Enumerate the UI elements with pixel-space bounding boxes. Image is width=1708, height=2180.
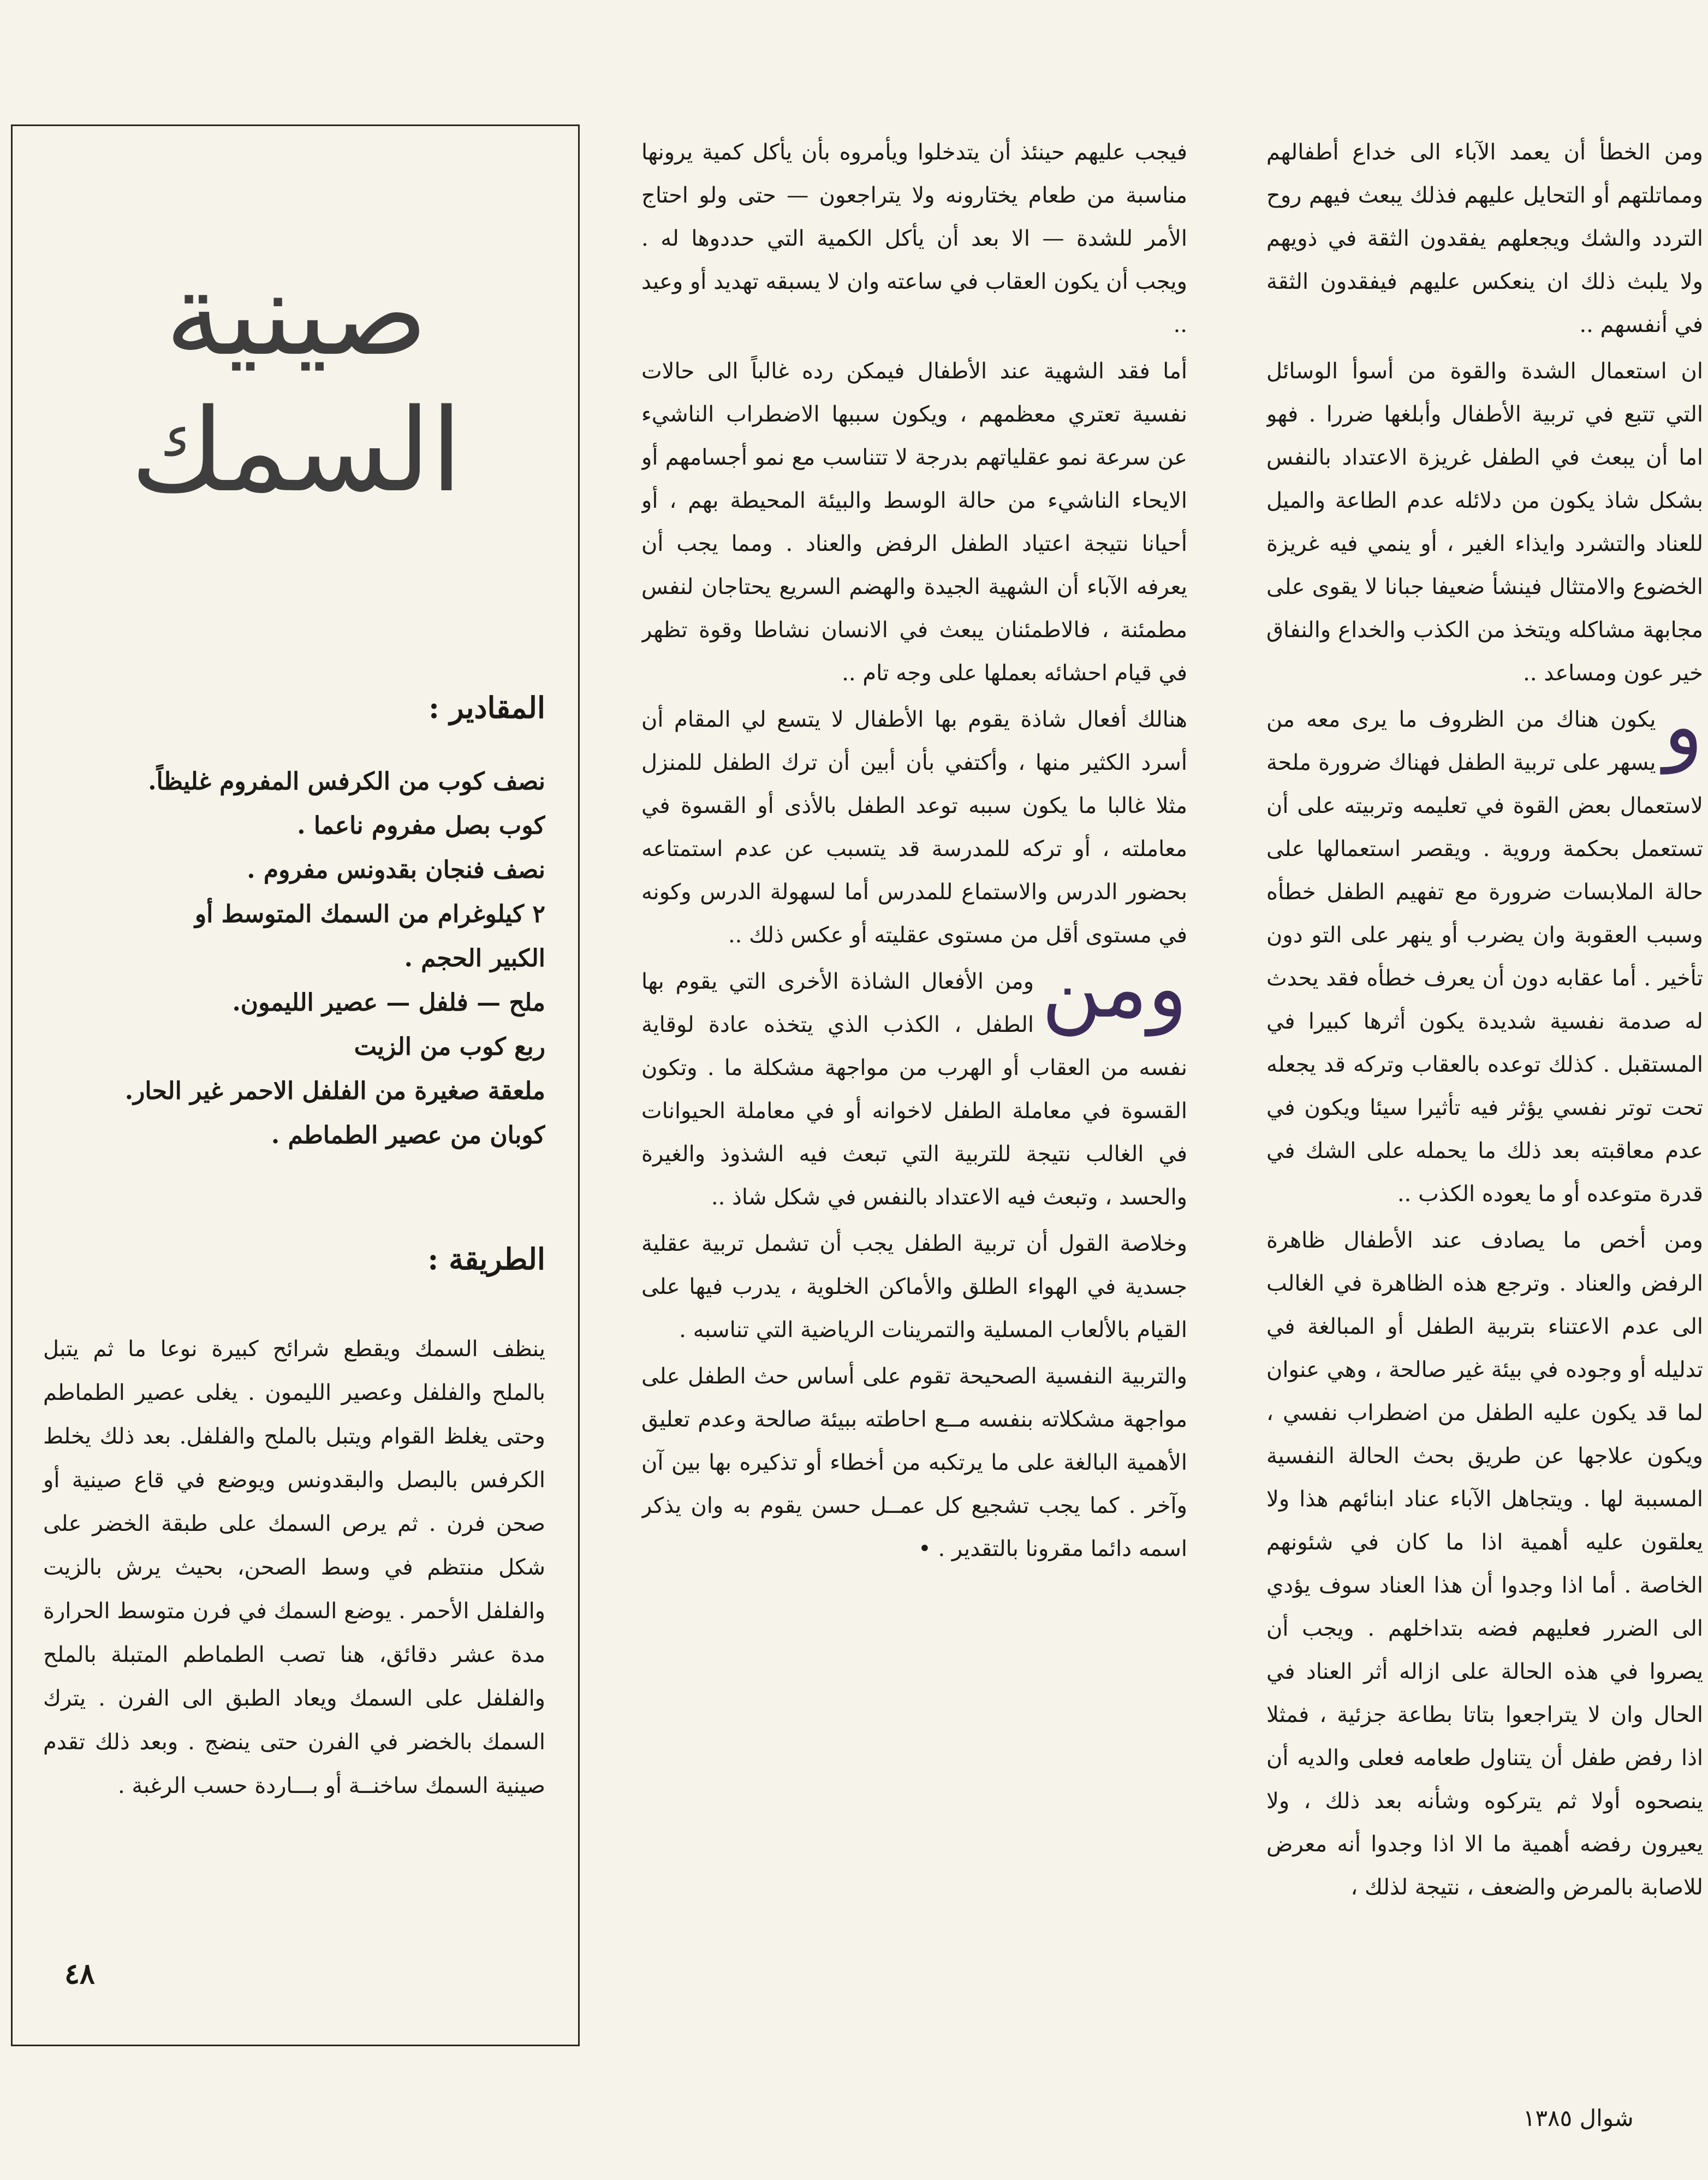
ingredient-item: كوبان من عصير الطماطم . <box>271 1121 545 1149</box>
article-column-middle <box>641 131 1187 2047</box>
paragraph: وخلاصة القول أن تربية الطفل يجب أن تشمل تربية عقلية جسدية في الهواء الطلق والأماكن الخلوية ، يدرب فيها على القيام بالألعاب المسلية والتمرينات الرياضية التي تناسبه . <box>641 1231 1187 1343</box>
recipe-title-line: السمك <box>130 384 463 518</box>
method-text: ينظف السمك ويقطع شرائح كبيرة نوعا ما ثم يتبل بالملح والفلفل وعصير الليمون . يغلى عصير الطماطم وحتى يغلظ القوام ويتبل بالملح والفلفل. بعد ذلك يخلط الكرفس بالبصل والبقدونس ويوضع في قاع صينية أو صحن فرن . ثم يرص السمك على طبقة الخضر على شكل منتظم في وسط الصحن، بحيث يرش بالزيت والفلفل الأحمر . يوضع السمك في فرن متوسط الحرارة مدة عشر دقائق، هنا تصب الطماطم المتبلة بالملح والفلفل على السمك ويعاد الطبق الى الفرن . يترك السمك بالخضر في الفرن حتى ينضج . وبعد ذلك تقدم صينية السمك ساخنــة أو بـــاردة حسب الرغبة . <box>43 1336 545 1798</box>
paragraph: فيجب عليهم حينئذ أن يتدخلوا ويأمروه بأن يأكل كمية يرونها مناسبة من طعام يختارونه ولا يتراجعون — حتى ولو احتاج الأمر للشدة — الا بعد أن يأكل الكمية التي حددوها له . ويجب أن يكون العقاب في ساعته وان لا يسبقه تهديد أو وعيد .. <box>641 140 1187 337</box>
ingredient-item: ربع كوب من الزيت <box>354 1033 545 1061</box>
ingredient-item: ٢ كيلوغرام من السمك المتوسط أو <box>194 900 545 928</box>
recipe-box <box>11 124 580 2046</box>
paragraph <box>641 1355 1187 1571</box>
method-heading: الطريقة : <box>427 1242 545 1276</box>
ingredient-item: ملعقة صغيرة من الفلفل الاحمر غير الحار. <box>124 1077 545 1105</box>
end-mark: • <box>918 1536 931 1561</box>
page-number: ٤٨ <box>64 1957 95 1991</box>
ingredient-item: نصف كوب من الكرفس المفروم غليظاً. <box>148 768 545 795</box>
drop-cap: ومن <box>1042 941 1187 1036</box>
ingredient-item: نصف فنجان بقدونس مفروم . <box>247 856 545 884</box>
recipe-title-line: صينية <box>165 247 428 381</box>
recipe-title <box>34 246 558 519</box>
paragraph-text: يكون هناك من الظروف ما يرى معه من يسهر على تربية الطفل فهناك ضرورة ملحة لاستعمال بعض القوة في تعليمه وتربيته على أن تستعمل بحكمة وروية . ويقصر استعمالها على حالة الملابسات ضرورة مع تفهيم الطفل خطأه وسبب العقوبة وان يضرب أو ينهر على التو دون تأخير . أما عقابه دون أن يعرف خطأه فقد يحدث له صدمة نفسية شديدة يكون أثرها كبيرا في المستقبل . كذلك توعده بالعقاب وتركه قد يجعله تحت توتر نفسي يؤثر فيه تأثيرا سيئا ويكون في عدم معاقبته بعد ذلك ما يحمله على الشك في قدرة متوعده أو ما يعوده الكذب .. <box>1266 707 1703 1207</box>
paragraph-text: والتربية النفسية الصحيحة تقوم على أساس حث الطفل على مواجهة مشكلاته بنفسه مــع احاطته ببيئة صالحة وعدم تعليق الأهمية البالغة على ما يرتكبه من أخطاء أو تذكيره بها بين آن وآخر . كما يجب تشجيع كل عمــل حسن يقوم به وان يذكر اسمه دائما مقرونا بالتقدير . <box>641 1364 1187 1561</box>
paragraph: ان استعمال الشدة والقوة من أسوأ الوسائل التي تتبع في تربية الأطفال وأبلغها ضررا . فهو اما أن يبعث في الطفل غريزة الاعتداد بالنفس بشكل شاذ يكون من دلائله عدم الطاعة والميل للعناد والتشرد وايذاء الغير ، أو ينمي فيه غريزة الخضوع والامتثال فينشأ ضعيفا جبانا لا يقوى على مجابهة مشاكله ويتخذ من الكذب والخداع والنفاق خير عون ومساعد .. <box>1266 359 1703 686</box>
paragraph: هنالك أفعال شاذة يقوم بها الأطفال لا يتسع لي المقام أن أسرد الكثير منها ، وأكتفي بأن أبين أن ترك الطفل للمنزل مثلا غالبا ما يكون سببه توعد الطفل بالأذى أو القسوة في معاملته ، أو تركه للمدرسة قد يتسبب عن عدم استمتاعه بحضور الدرس والاستماع للمدرس أما لسهولة الدرس وكونه في مستوى أقل من مستوى عقليته أو عكس ذلك .. <box>641 707 1187 948</box>
drop-cap: و <box>1663 679 1703 774</box>
paragraph: أما فقد الشهية عند الأطفال فيمكن رده غالباً الى حالات نفسية تعتري معظمهم ، ويكون سببها الاضطراب الناشيء عن سرعة نمو عقلياتهم بدرجة لا تتناسب مع نمو أجسامهم أو الايحاء الناشيء من حالة الوسط والبيئة المحيطة بهم ، أو أحيانا نتيجة اعتياد الطفل الرفض والعناد . ومما يجب أن يعرفه الآباء أن الشهية الجيدة والهضم السريع يحتاجان لنفس مطمئنة ، فالاطمئنان يبعث في الانسان نشاطا وقوة تظهر في قيام احشائه بعملها على وجه تام .. <box>641 359 1187 686</box>
ingredient-item: كوب بصل مفروم ناعما . <box>297 812 545 840</box>
ingredient-item: الكبير الحجم . <box>404 945 545 972</box>
paragraph: ومن أخص ما يصادف عند الأطفال ظاهرة الرفض والعناد . وترجع هذه الظاهرة في الغالب الى عدم الاعتناء بتربية الطفل أو المبالغة في تدليله أو وجوده في بيئة غير صالحة ، وهي عنوان لما قد يكون عليه الطفل من اضطراب نفسي ، ويكون علاجها عن طريق بحث الحالة النفسية المسببة لها . ويتجاهل الآباء عناد ابنائهم هذا ولا يعلقون عليه أهمية اذا ما كان في شئونهم الخاصة . أما اذا وجدوا أن هذا العناد سوف يؤدي الى الضرر فعليهم فضه بتداخلهم . ويجب أن يصروا في هذه الحالة على ازاله أثر العناد في الحال وان لا يتراجعوا بتاتا بطاعة جزئية ، فمثلا اذا رفض طفل أن يتناول طعامه فعلى والديه أن ينصحوه أولا ثم يتركوه وشأنه بعد ذلك ، ولا يعيرون رفضه أهمية ما الا اذا وجدوا أنه معرض للاصابة بالمرض والضعف ، نتيجة لذلك ، <box>1266 1228 1703 1900</box>
ingredient-item: ملح — فلفل — عصير الليمون. <box>232 989 545 1017</box>
paragraph-text: ومن الأفعال الشاذة الأخرى التي يقوم بها الطفل ، الكذب الذي يتخذه عادة لوقاية نفسه من العقاب أو الهرب من مواجهة مشكلة ما . وتكون القسوة في معاملة الطفل لاخوانه أو في معاملة الحيوانات في الغالب نتيجة للتربية التي تبعث فيه الشذوذ والغيرة والحسد ، وتبعث فيه الاعتداد بالنفس في شكل شاذ .. <box>641 969 1187 1210</box>
article-column-right <box>1266 131 1703 2047</box>
paragraph-with-dropcap <box>641 941 1187 1219</box>
paragraph-with-dropcap <box>1266 679 1703 1216</box>
ingredients-heading: المقادير : <box>428 690 545 725</box>
issue-date: شوال ١٣٨٥ <box>1523 2105 1634 2131</box>
ingredients-list <box>43 759 545 1157</box>
paragraph: ومن الخطأ أن يعمد الآباء الى خداع أطفالهم ومماتلتهم أو التحايل عليهم فذلك يبعث فيهم روح التردد والشك ويجعلهم يفقدون الثقة في ذويهم ولا يلبث ذلك ان ينعكس عليهم فيفقدون الثقة في أنفسهم .. <box>1266 140 1703 337</box>
